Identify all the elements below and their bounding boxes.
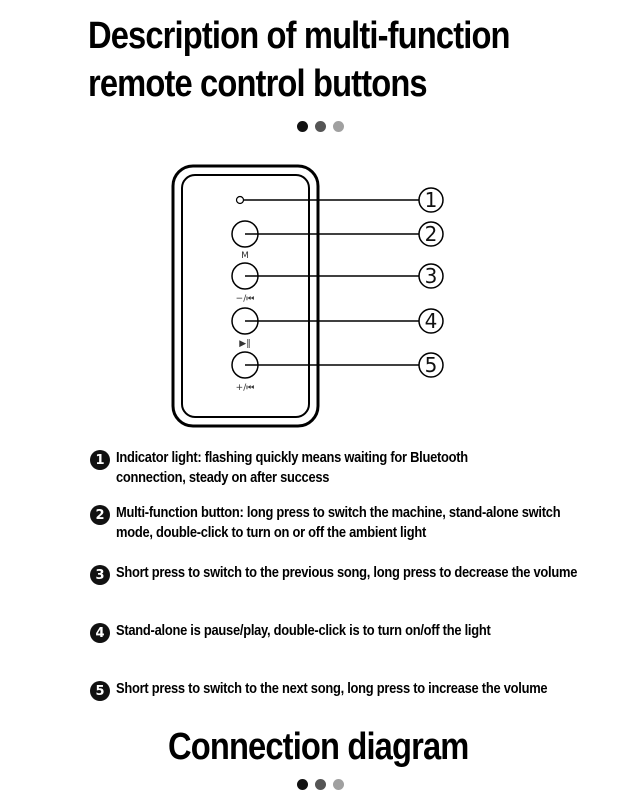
- description-item-2: [90, 503, 644, 543]
- number-badge: 1: [90, 450, 110, 470]
- callout-number-4: 4: [424, 309, 438, 333]
- title-line-1: Description of multi-function: [88, 15, 510, 57]
- next-button-label: +/⏮: [235, 383, 255, 393]
- number-badge: 2: [90, 505, 110, 525]
- previous-button-label: −/⏮: [235, 294, 255, 304]
- number-badge: 4: [90, 623, 110, 643]
- pagination-dot: [315, 779, 326, 790]
- m-button-label: M: [241, 251, 249, 261]
- callout-number-2: 2: [424, 222, 438, 246]
- description-text: Short press to switch to the previous song, long press to decrease the volume: [116, 564, 578, 581]
- number-badge: 3: [90, 565, 110, 585]
- callout-number-5: 5: [424, 353, 438, 377]
- pagination-dot: [297, 779, 308, 790]
- number-badge: 5: [90, 681, 110, 701]
- description-text: Multi-function button: long press to switch the machine, stand-alone switch mode, double-click to turn on or off the ambient light: [116, 504, 561, 541]
- description-item-4: [90, 621, 644, 643]
- indicator-light: [237, 197, 244, 204]
- description-item-5: [90, 679, 644, 701]
- section-title: Connection diagram: [168, 726, 469, 768]
- callout-number-1: 1: [424, 188, 438, 212]
- pagination-dots-bottom: [297, 779, 344, 790]
- title-line-2: remote control buttons: [88, 63, 427, 105]
- description-text: Indicator light: flashing quickly means waiting for Bluetooth connection, steady on after success: [116, 449, 468, 486]
- pagination-dot: [333, 779, 344, 790]
- callout-number-3: 3: [424, 264, 438, 288]
- description-item-1: [90, 448, 644, 488]
- play-pause-button-label: ▶‖: [239, 339, 251, 349]
- description-text: Short press to switch to the next song, long press to increase the volume: [116, 680, 548, 697]
- description-text: Stand-alone is pause/play, double-click is to turn on/off the light: [116, 622, 491, 639]
- description-item-3: [90, 563, 644, 585]
